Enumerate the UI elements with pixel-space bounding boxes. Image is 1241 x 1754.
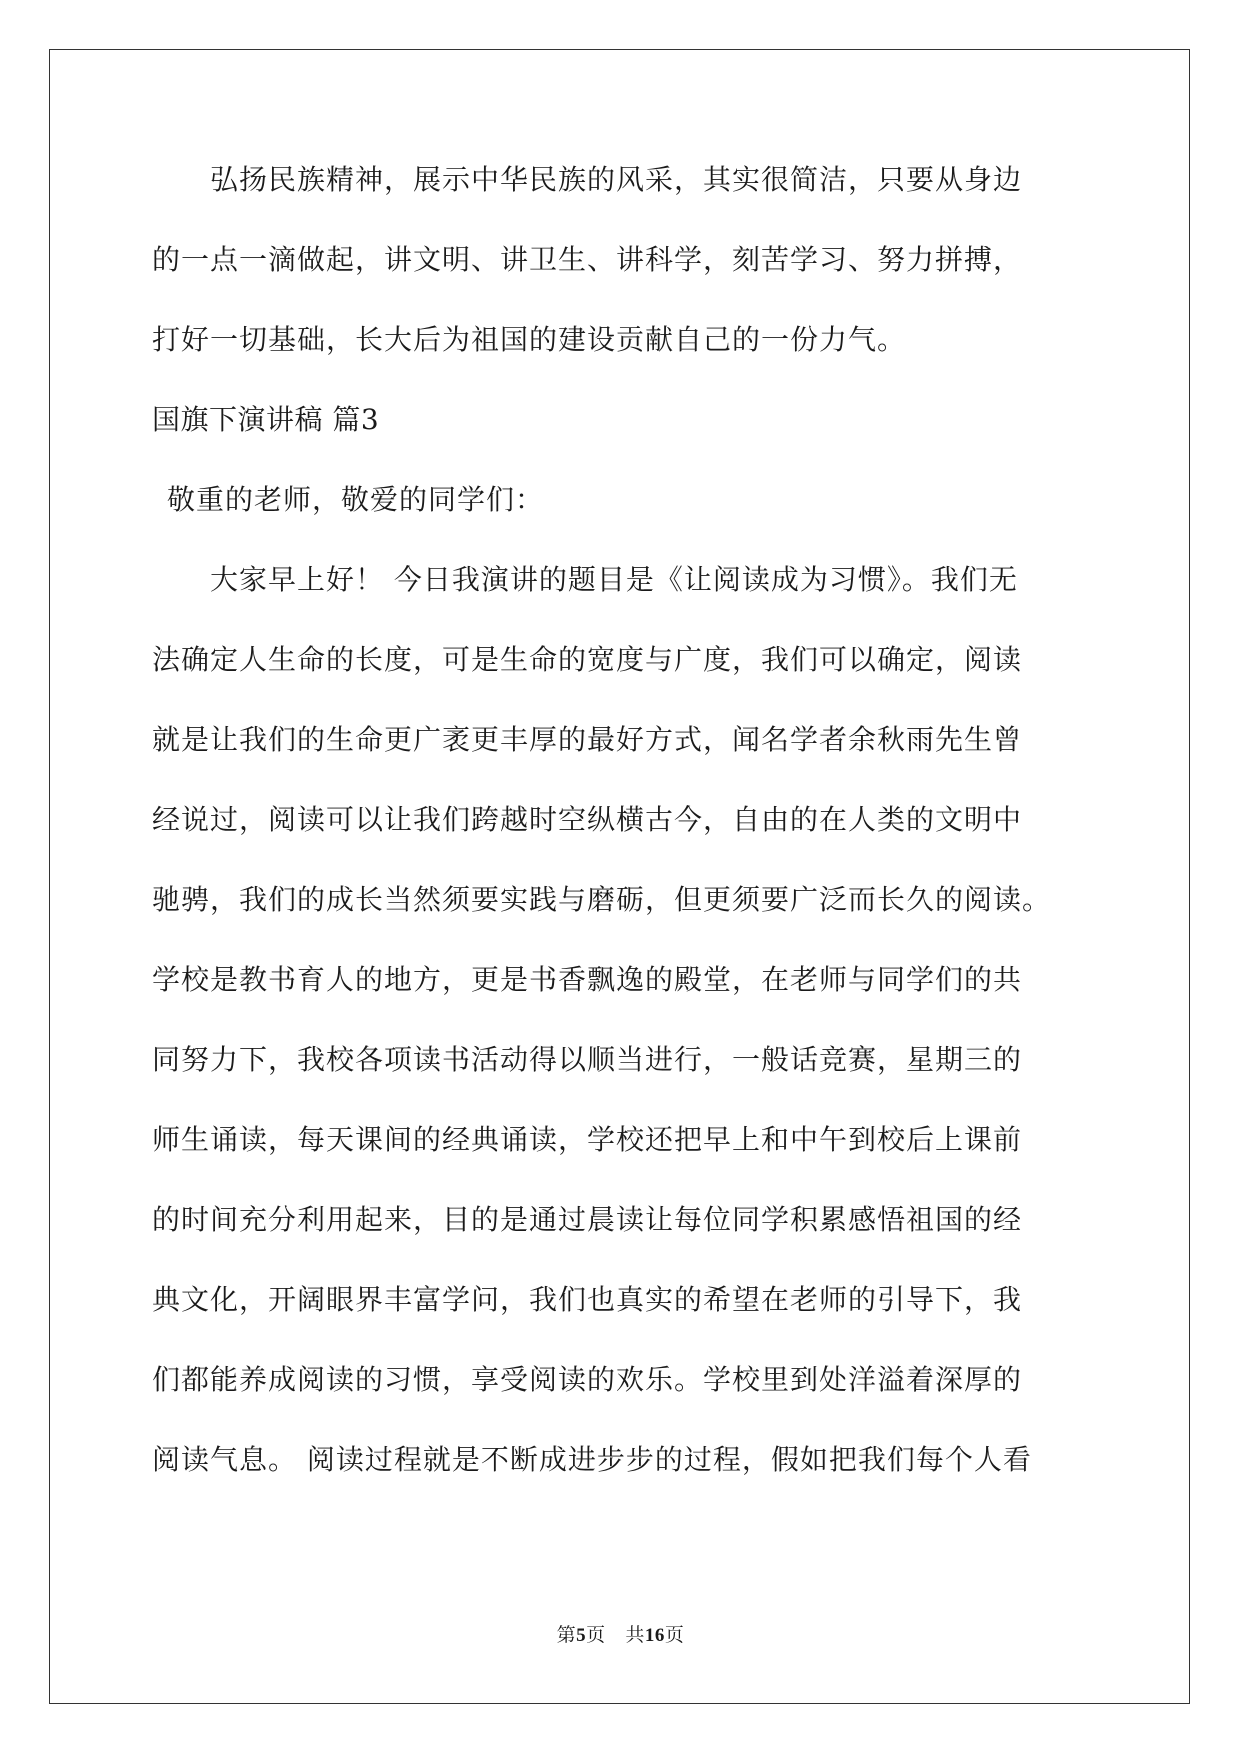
total-page-count: 16	[644, 1625, 665, 1646]
paragraph-line: 打好一切基础，长大后为祖国的建设贡献自己的一份力气。	[152, 323, 907, 356]
paragraph-line: 弘扬民族精神，展示中华民族的风采，其实很简洁，只要从身边	[210, 163, 1023, 196]
paragraph-line: 经说过，阅读可以让我们跨越时空纵横古今，自由的在人类的文明中	[152, 803, 1023, 836]
footer-prefix: 第	[556, 1624, 577, 1646]
paragraph-line: 师生诵读，每天课间的经典诵读，学校还把早上和中午到校后上课前	[152, 1123, 1023, 1156]
paragraph-line: 大家早上好！ 今日我演讲的题目是《让阅读成为习惯》。我们无	[210, 563, 1018, 596]
section-heading: 国旗下演讲稿 篇3	[152, 403, 380, 436]
footer-page-suffix: 页	[586, 1624, 606, 1646]
paragraph-line: 同努力下，我校各项读书活动得以顺当进行，一般话竞赛，星期三的	[152, 1043, 1023, 1076]
page-footer	[0, 1620, 1241, 1647]
paragraph-line: 法确定人生命的长度，可是生命的宽度与广度，我们可以确定，阅读	[152, 643, 1023, 676]
salutation-line: 敬重的老师，敬爱的同学们：	[167, 483, 545, 516]
paragraph-line: 阅读气息。 阅读过程就是不断成进步步的过程，假如把我们每个人看	[152, 1443, 1032, 1476]
paragraph-line: 的时间充分利用起来，目的是通过晨读让每位同学积累感悟祖国的经	[152, 1203, 1023, 1236]
current-page-number: 5	[576, 1625, 587, 1646]
footer-total-suffix: 页	[664, 1624, 685, 1646]
footer-total-prefix: 共	[625, 1624, 645, 1646]
paragraph-line: 驰骋，我们的成长当然须要实践与磨砺，但更须要广泛而长久的阅读。	[152, 883, 1052, 916]
paragraph-line: 就是让我们的生命更广袤更丰厚的最好方式，闻名学者余秋雨先生曾	[152, 723, 1023, 756]
document-body	[152, 160, 1092, 1520]
paragraph-line: 典文化，开阔眼界丰富学问，我们也真实的希望在老师的引导下，我	[152, 1283, 1023, 1316]
paragraph-line: 们都能养成阅读的习惯，享受阅读的欢乐。学校里到处洋溢着深厚的	[152, 1363, 1023, 1396]
paragraph-line: 学校是教书育人的地方，更是书香飘逸的殿堂，在老师与同学们的共	[152, 963, 1023, 996]
paragraph-line: 的一点一滴做起，讲文明、讲卫生、讲科学，刻苦学习、努力拼搏，	[152, 243, 1023, 276]
